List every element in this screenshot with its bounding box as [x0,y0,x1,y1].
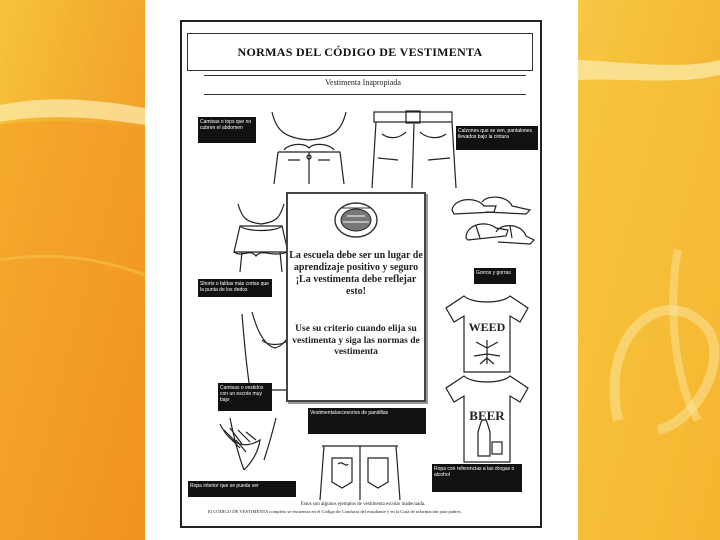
weed-shirt-illustration [444,292,530,374]
label-midriff: Camisas o tops que no cubren el abdomen [198,117,256,143]
footer-line-1: Estos son algunos ejemplos de vestimenta escolar inadecuada. [300,502,426,507]
label-drug-alcohol: Ropa con referencias a las drogas o alcohol [432,464,522,492]
divider [204,75,526,76]
background-right [578,0,720,540]
poster-subtitle: Vestimenta Inapropiada [325,78,401,87]
document-page [145,0,578,540]
label-visible-underwear: Ropa interior que se pueda ver [188,481,296,497]
poster-title-box [187,33,533,71]
label-gang-accessories: Vestimenta/accesorios de pandillas [308,408,426,434]
center-message-secondary: Use su criterio cuando elija su vestimenta y siga las normas de vestimenta [292,324,420,357]
poster-title: NORMAS DEL CÓDIGO DE VESTIMENTA [237,44,483,59]
school-seal-icon [333,200,379,245]
beer-shirt-text: BEER [469,408,505,423]
divider [204,94,526,95]
jeans-pocket-illustration [318,442,402,502]
center-message-box [286,192,426,402]
footer-line-2: El CÓDIGO DE VESTIMENTA completo se encuentra en el Código de Conducta del estudiante y en la Guía de información para padres. [208,509,462,514]
sagging-pants-illustration [368,106,460,190]
short-skirt-illustration [232,202,290,274]
dress-code-poster [180,20,542,528]
beer-shirt-illustration [444,372,530,464]
visible-underwear-illustration [210,414,280,474]
midriff-shirt-illustration [264,110,354,186]
label-hats: Gorros y gorras [474,268,516,284]
background-left [0,0,145,540]
label-low-cut: Camisas o vestidos con un escote muy bajo [218,383,272,411]
center-message-primary: La escuela debe ser un lugar de aprendizaje positivo y seguro ¡La vestimenta debe reflejar esto! [289,250,423,297]
hats-illustration [446,192,536,254]
label-short-skirt: Shorts o faldas más cortas que la punta de los dedos [198,279,272,297]
weed-shirt-text: WEED [468,320,506,334]
label-sagging: Calzones que se ven, pantalones llevados bajo la cintura [456,126,538,150]
